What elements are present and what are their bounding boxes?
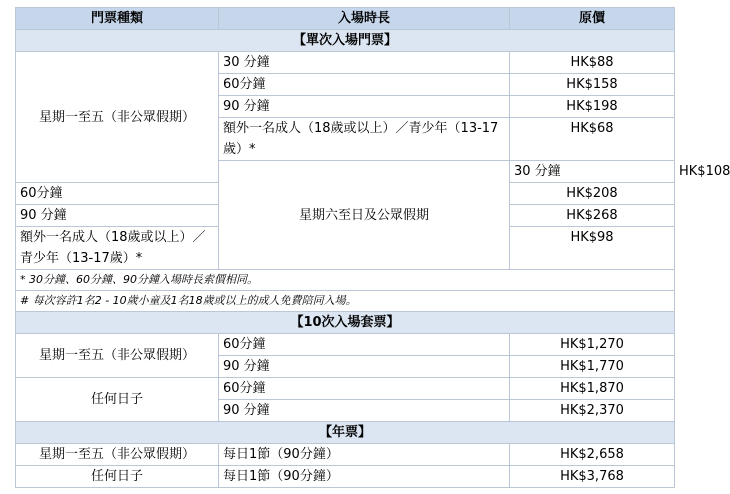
duration-cell: 每日1節（90分鐘） — [219, 444, 510, 466]
price-cell: HK$268 — [510, 205, 675, 227]
price-cell: HK$2,658 — [510, 444, 675, 466]
table-row: 星期六至日及公眾假期 30 分鐘 HK$108 — [16, 161, 675, 183]
duration-cell: 30 分鐘 — [219, 52, 510, 74]
section-title: 【10次入場套票】 — [16, 312, 675, 334]
ticket-price-table — [15, 7, 730, 488]
price-cell: HK$2,370 — [510, 400, 675, 422]
price-cell: HK$198 — [510, 96, 675, 118]
section-title: 【年票】 — [16, 422, 675, 444]
duration-cell: 60分鐘 — [16, 183, 219, 205]
table-row — [16, 334, 675, 356]
table-row — [16, 444, 675, 466]
duration-cell: 60分鐘 — [219, 334, 510, 356]
duration-cell: 額外一名成人（18歲或以上）／青少年（13-17歲）* — [219, 118, 510, 161]
header-ticket-type: 門票種類 — [16, 8, 219, 30]
duration-cell: 每日1節（90分鐘） — [219, 466, 510, 488]
table-row — [16, 378, 675, 400]
duration-cell: 90 分鐘 — [219, 96, 510, 118]
duration-cell: 90 分鐘 — [16, 205, 219, 227]
price-cell: HK$98 — [510, 227, 675, 270]
ticket-type-weekday: 星期一至五（非公眾假期） — [16, 334, 219, 378]
note-free-companion: # 每次容許1名2 - 10歲小童及1名18歲或以上的成人免費陪同入場。 — [16, 291, 675, 312]
duration-cell: 30 分鐘 — [510, 161, 675, 183]
ticket-type-weekday: 星期一至五（非公眾假期） — [16, 52, 219, 183]
price-cell: HK$3,768 — [510, 466, 675, 488]
duration-cell: 90 分鐘 — [219, 400, 510, 422]
price-cell: HK$1,870 — [510, 378, 675, 400]
table-row — [16, 52, 675, 74]
header-duration: 入場時長 — [219, 8, 510, 30]
price-cell: HK$208 — [510, 183, 675, 205]
section-ten-entry — [16, 312, 675, 334]
ticket-type-cell: 任何日子 — [16, 466, 219, 488]
ticket-type-cell: 星期一至五（非公眾假期） — [16, 444, 219, 466]
note-same-price: * 30分鐘、60分鐘、90分鐘入場時長索價相同。 — [16, 270, 675, 291]
ticket-type-anyday: 任何日子 — [16, 378, 219, 422]
duration-cell: 60分鐘 — [219, 74, 510, 96]
header-price: 原價 — [510, 8, 675, 30]
header-row — [16, 8, 675, 30]
table-row — [16, 466, 675, 488]
price-cell: HK$1,770 — [510, 356, 675, 378]
note-row — [16, 270, 675, 291]
ticket-type-weekend: 星期六至日及公眾假期 — [219, 161, 510, 270]
price-cell: HK$68 — [510, 118, 675, 161]
duration-cell: 90 分鐘 — [219, 356, 510, 378]
duration-cell: 額外一名成人（18歲或以上）／青少年（13-17歲）* — [16, 227, 219, 270]
section-title: 【單次入場門票】 — [16, 30, 675, 52]
price-cell: HK$1,270 — [510, 334, 675, 356]
price-cell: HK$158 — [510, 74, 675, 96]
section-annual — [16, 422, 675, 444]
price-cell: HK$88 — [510, 52, 675, 74]
section-single-entry — [16, 30, 675, 52]
duration-cell: 60分鐘 — [219, 378, 510, 400]
note-row — [16, 291, 675, 312]
